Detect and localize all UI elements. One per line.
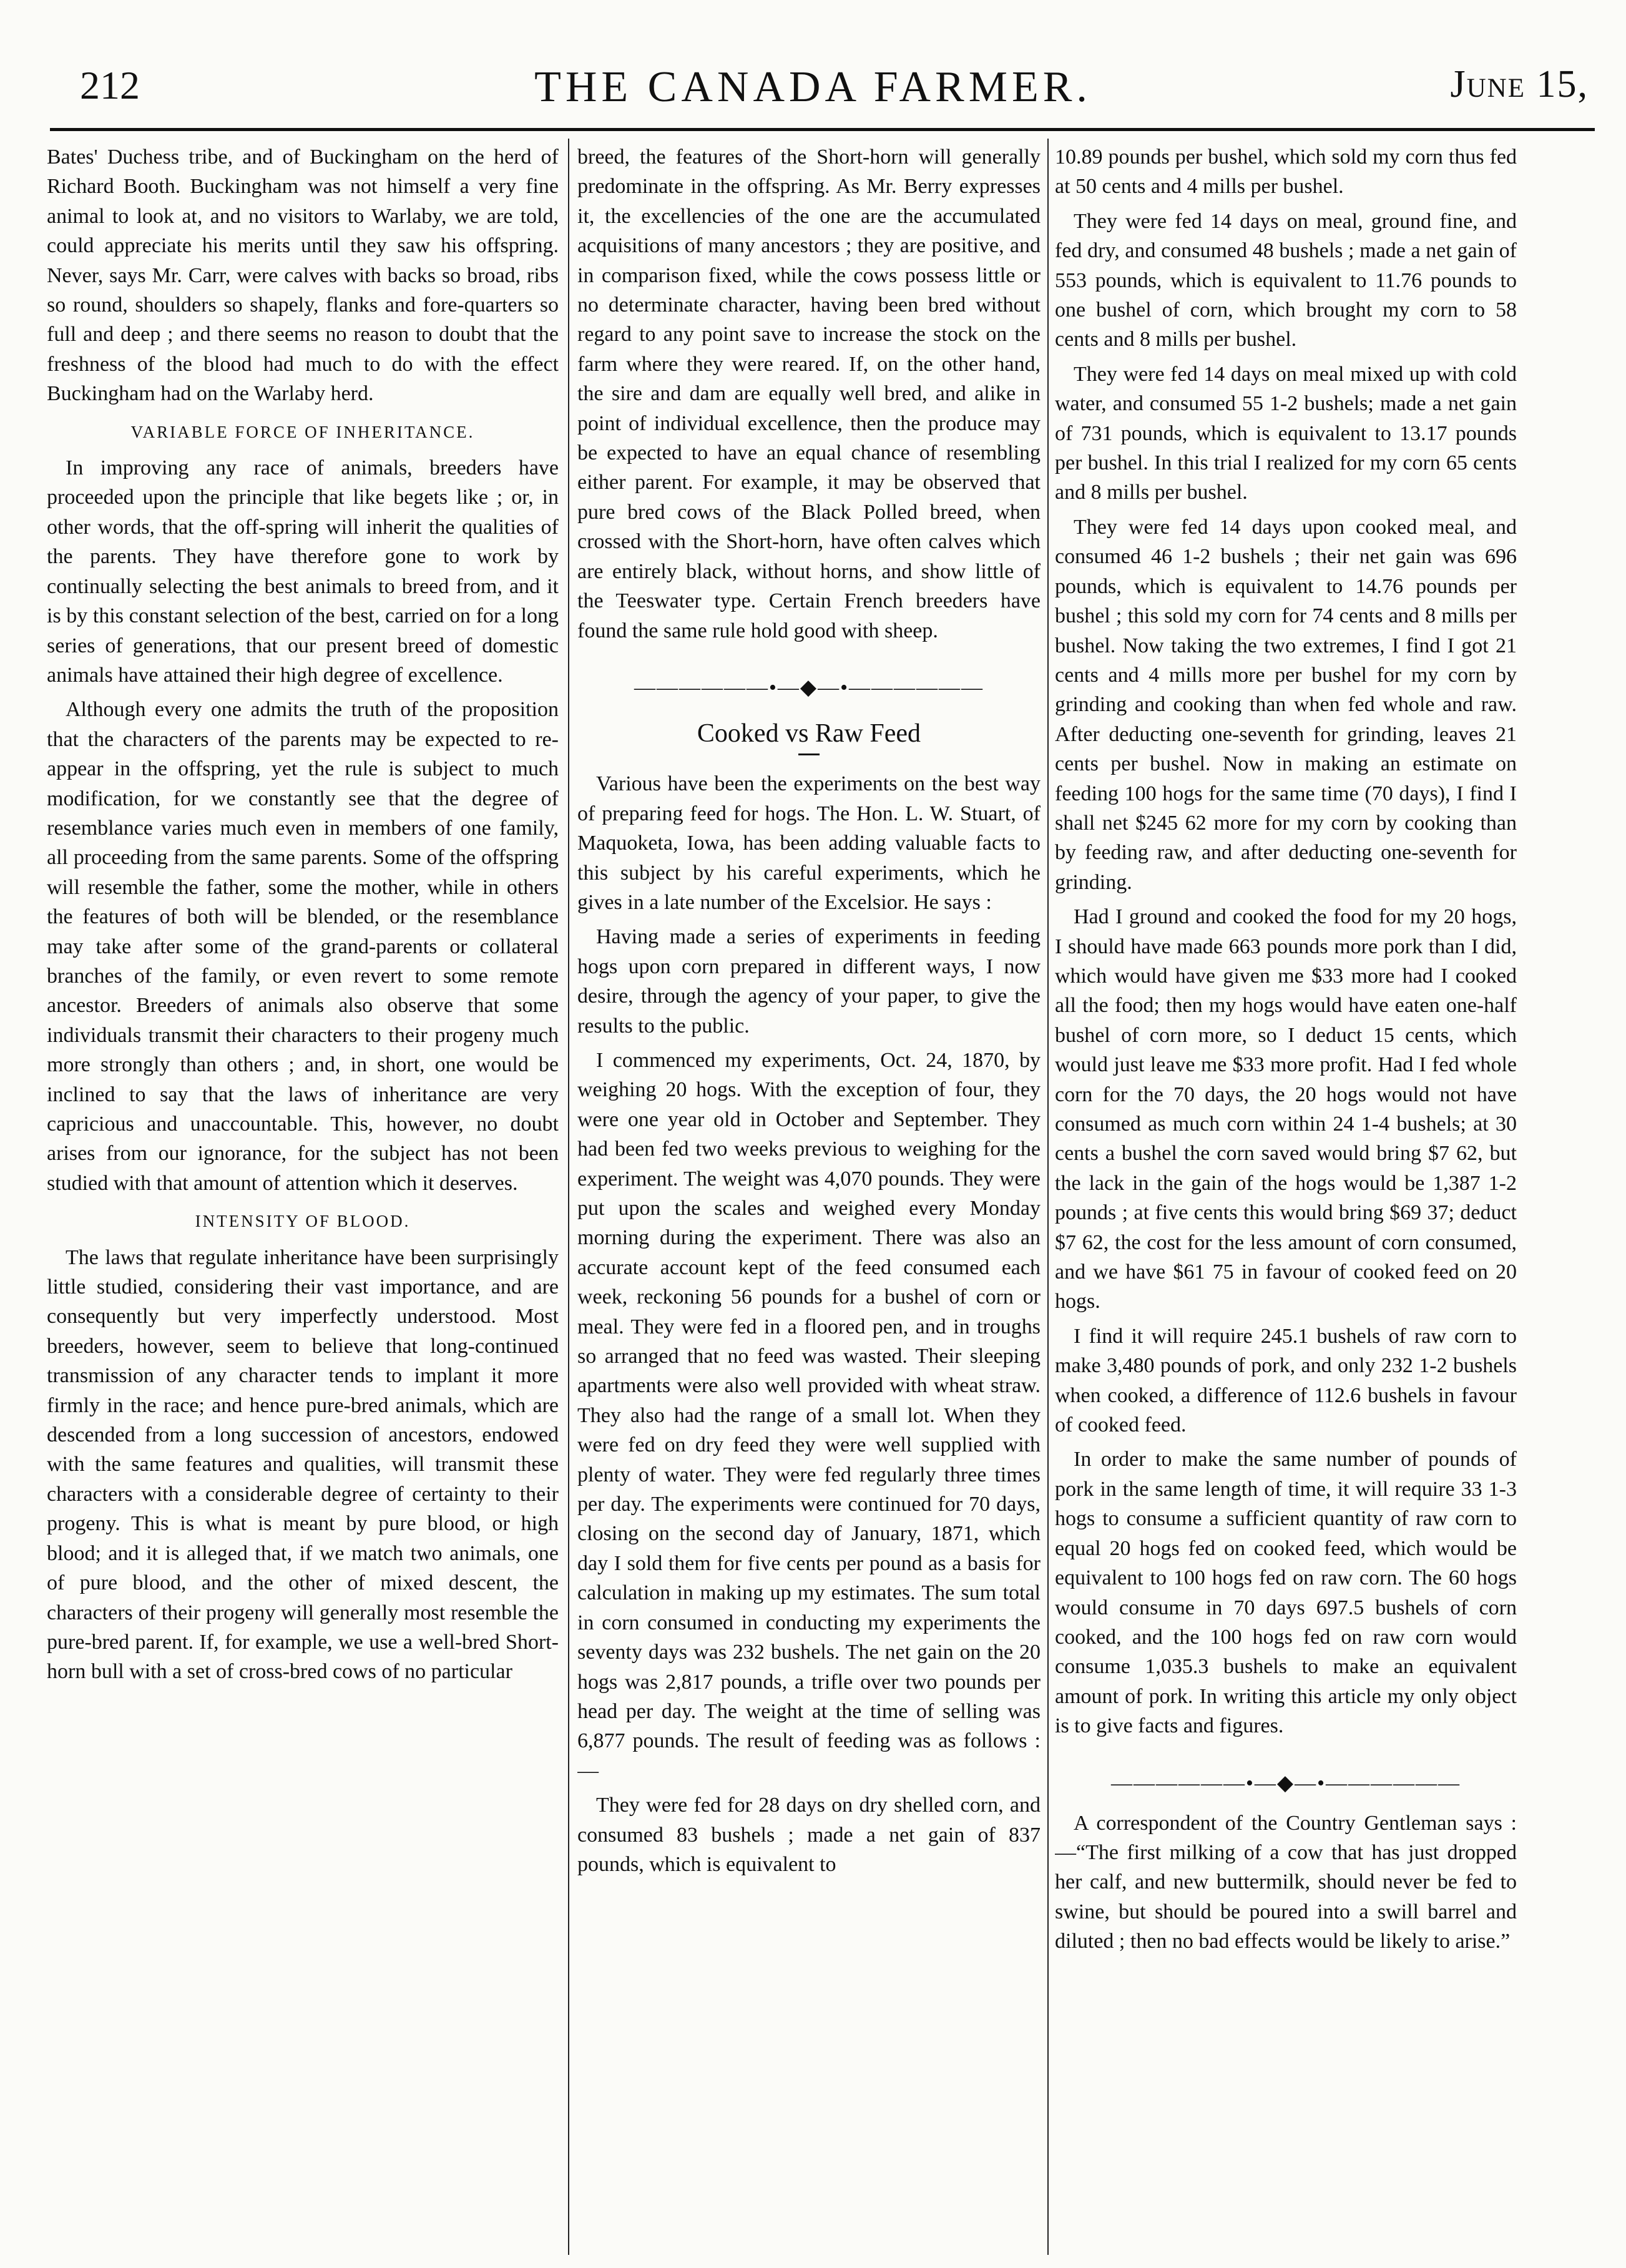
masthead: THE CANADA FARMER. bbox=[534, 63, 1092, 111]
paragraph: Had I ground and cooked the food for my 20 hogs, I should have made 663 pounds more pork than I did, which would have given me $33 more had I cooked all the food; then my hogs would have eaten one-half bushel of corn more, so I deduct 15 cents, which would just leave me $33 more profit. Had I fed whole corn for the 70 days, the 20 hogs would not have consumed as much corn within 24 1-4 bushels; at 30 cents a bushel the corn saved would bring $7 62, but the lack in the gain of the hogs would be 1,387 1-2 pounds ; at five cents this would bring $69 37; deduct $7 62, the cost for the less amount of corn consumed, and we have $61 75 in favour of cooked feed on 20 hogs. bbox=[1055, 905, 1517, 1313]
ornamental-divider: ——————•—◆—•—————— bbox=[1111, 1771, 1461, 1795]
section-heading: VARIABLE FORCE OF INHERITANCE. bbox=[130, 422, 475, 441]
paragraph: Having made a series of experiments in feeding hogs upon corn prepared in different ways, I now desire, through the agency of your paper, to give the results to the public. bbox=[577, 925, 1041, 1038]
paragraph: The laws that regulate inheritance have been surprisingly little studied, considering their vast importance, and are consequently but very imperfectly understood. Most breeders, however, seem to believe that long-continued transmission of any character tends to implant it more firmly in the race; and hence pure-bred animals, which are descended from a long succession of ancestors, endowed with the same features and qualities, will transmit these characters with a considerable degree of certainty to their progeny. This is what is meant by pure blood, or high blood; and it is alleged that, if we match two animals, one of pure blood, and the other of mixed descent, the characters of their progeny will generally most resemble the pure-bred parent. If, for example, we use a well-bred Short-horn bull with a set of cross-bred cows of no particular bbox=[47, 1245, 559, 1684]
paragraph: In order to make the same number of pounds of pork in the same length of time, it will require 33 1-3 hogs to consume a sufficient quantity of raw corn to equal 20 hogs fed on cooked feed, which would be equivalent to 100 hogs fed on raw corn. The 60 hogs would consume in 70 days 697.5 bushels of corn cooked, and the 100 hogs fed on raw corn would consume 1,035.3 bushels to make an equivalent amount of pork. In writing this article my only object is to give facts and figures. bbox=[1055, 1448, 1517, 1738]
paragraph: Although every one admits the truth of the proposition that the characters of the parents may be expected to re-appear in the offspring, yet the rule is subject to much modification, for we constantly see that the degree of resemblance varies much even in members of one family, all proceeding from the same parents. Some of the offspring will resemble the father, some the mother, while in others the features of both will be blended, or the resemblance may take after some of the grand-parents or collateral branches of the family, or even revert to some remote ancestor. Breeders of animals also observe that some individuals transmit their characters to their progeny much more strongly than others ; and, in short, one would be inclined to say that the laws of inheritance are very capricious and unaccountable. This, however, no doubt arises from our ignorance, for the subject has not been studied with that amount of attention which it deserves. bbox=[47, 698, 559, 1195]
column-3 bbox=[1055, 142, 1517, 2259]
issue-date: June 15, bbox=[1450, 63, 1589, 106]
paragraph: In improving any race of animals, breeders have proceeded upon the principle that like begets like ; or, in other words, that the off-spring will inherit the qualities of the parents. They have therefore gone to work by continually selecting the best animals to breed from, and it is by this constant selection of the best, carried on for a long series of generations, that our present breed of domestic animals have attained their high degree of excellence. bbox=[47, 456, 559, 687]
paragraph: Various have been the experiments on the best way of preparing feed for hogs. The Hon. L. W. Stuart, of Maquoketa, Iowa, has been adding valuable facts to this subject by his careful experiments, which he gives in a late number of the Excelsior. He says : bbox=[577, 772, 1041, 914]
paragraph: I commenced my experiments, Oct. 24, 1870, by weighing 20 hogs. With the exception of four, they were one year old in October and September. They had been fed two weeks previous to weighing for the experiment. The weight was 4,070 pounds. They were put upon the scales and weighed every Monday morning during the experiment. There was also an accurate account kept of the feed consumed each week, reckoning 56 pounds for a bushel of corn or meal. They were fed in a floored pen, and in troughs so arranged that no feed was wasted. Their sleeping apartments were also well provided with wheat straw. They also had the range of a small lot. When they were fed on dry feed they were well supplied with plenty of water. They were fed regularly three times per day. The experiments were continued for 70 days, closing on the second day of January, 1871, which day I sold them for five cents per pound as a basis for calculation in making up my estimates. The sum total in corn consumed in conducting my experiments the seventy days was 232 bushels. The net gain on the 20 hogs was 2,817 pounds, a trifle over two pounds per head per day. The weight at the time of selling was 6,877 pounds. The result of feeding was as follows :— bbox=[577, 1048, 1041, 1782]
column-2 bbox=[577, 142, 1041, 2259]
paragraph: Bates' Duchess tribe, and of Buckingham on the herd of Richard Booth. Buckingham was not himself a very fine animal to look at, and no visitors to Warlaby, we are told, could appreciate his merits until they saw his offspring. Never, says Mr. Carr, were calves with backs so broad, ribs so round, shoulders so shapely, flanks and fore-quarters so full and deep ; and there seems no reason to doubt that the freshness of the blood had much to do with the effect Buckingham had on the Warlaby herd. bbox=[47, 145, 559, 406]
paragraph: 10.89 pounds per bushel, which sold my corn thus fed at 50 cents and 4 mills per bushel. bbox=[1055, 145, 1517, 199]
column-divider bbox=[1047, 139, 1049, 2255]
paragraph: They were fed for 28 days on dry shelled corn, and consumed 83 bushels ; made a net gain of 837 pounds, which is equivalent to bbox=[577, 1794, 1041, 1876]
ornamental-divider: ——————•—◆—•—————— bbox=[634, 675, 984, 699]
section-heading: INTENSITY OF BLOOD. bbox=[195, 1212, 411, 1231]
paragraph: They were fed 14 days on meal mixed up with cold water, and consumed 55 1-2 bushels; made a net gain of 731 pounds, which is equivalent to 13.17 pounds per bushel. In this trial I realized for my corn 65 cents and 8 mills per bushel. bbox=[1055, 362, 1517, 504]
title-dash bbox=[798, 754, 820, 755]
header-rule bbox=[50, 128, 1595, 131]
page-header bbox=[0, 62, 1626, 125]
paragraph: breed, the features of the Short-horn will generally predominate in the offspring. As Mr. Berry expresses it, the excellencies of the one are the accumulated acquisitions of many ancestors ; they are positive, and in comparison fixed, while the cows possess little or no determinate character, having been bred without regard to any point save to increase the stock on the farm where they were reared. If, on the other hand, the sire and dam are equally well bred, and alike in point of individual excellence, then the produce may be expected to have an equal chance of resembling either parent. For example, it may be observed that pure bred cows of the Black Polled breed, when crossed with the Short-horn, have often calves which are entirely black, without horns, and show little of the Teeswater type. Certain French breeders have found the same rule hold good with sheep. bbox=[577, 145, 1041, 642]
column-1 bbox=[47, 142, 559, 2259]
page-number: 212 bbox=[80, 63, 140, 107]
article-title: Cooked vs Raw Feed bbox=[697, 719, 921, 748]
paragraph: They were fed 14 days upon cooked meal, and consumed 46 1-2 bushels ; their net gain was 696 pounds, which is equivalent to 14.76 pounds per bushel ; this sold my corn for 74 cents and 8 mills per bushel. Now taking the two extremes, I find I got 21 cents and 4 mills more per bushel for my corn by grinding and cooking than when fed whole and raw. After deducting one-seventh for grinding, leaves 21 cents per bushel. Now in making an estimate on feeding 100 hogs for the same time (70 days), I find I shall net $245 62 more for my corn by cooking than by feeding raw, and after deducting one-seventh for grinding. bbox=[1055, 515, 1517, 894]
column-divider bbox=[568, 139, 569, 2255]
paragraph: They were fed 14 days on meal, ground fine, and fed dry, and consumed 48 bushels ; made a net gain of 553 pounds, which is equivalent to 11.76 pounds to one bushel of corn, which brought my corn to 58 cents and 8 mills per bushel. bbox=[1055, 209, 1517, 351]
paragraph: I find it will require 245.1 bushels of raw corn to make 3,480 pounds of pork, and only 232 1-2 bushels when cooked, a difference of 112.6 bushels in favour of cooked feed. bbox=[1055, 1324, 1517, 1437]
paragraph: A correspondent of the Country Gentleman says :—“The first milking of a cow that has just dropped her calf, and new buttermilk, should never be fed to swine, but should be poured into a swill barrel and diluted ; then no bad effects would be likely to arise.” bbox=[1055, 1811, 1517, 1953]
